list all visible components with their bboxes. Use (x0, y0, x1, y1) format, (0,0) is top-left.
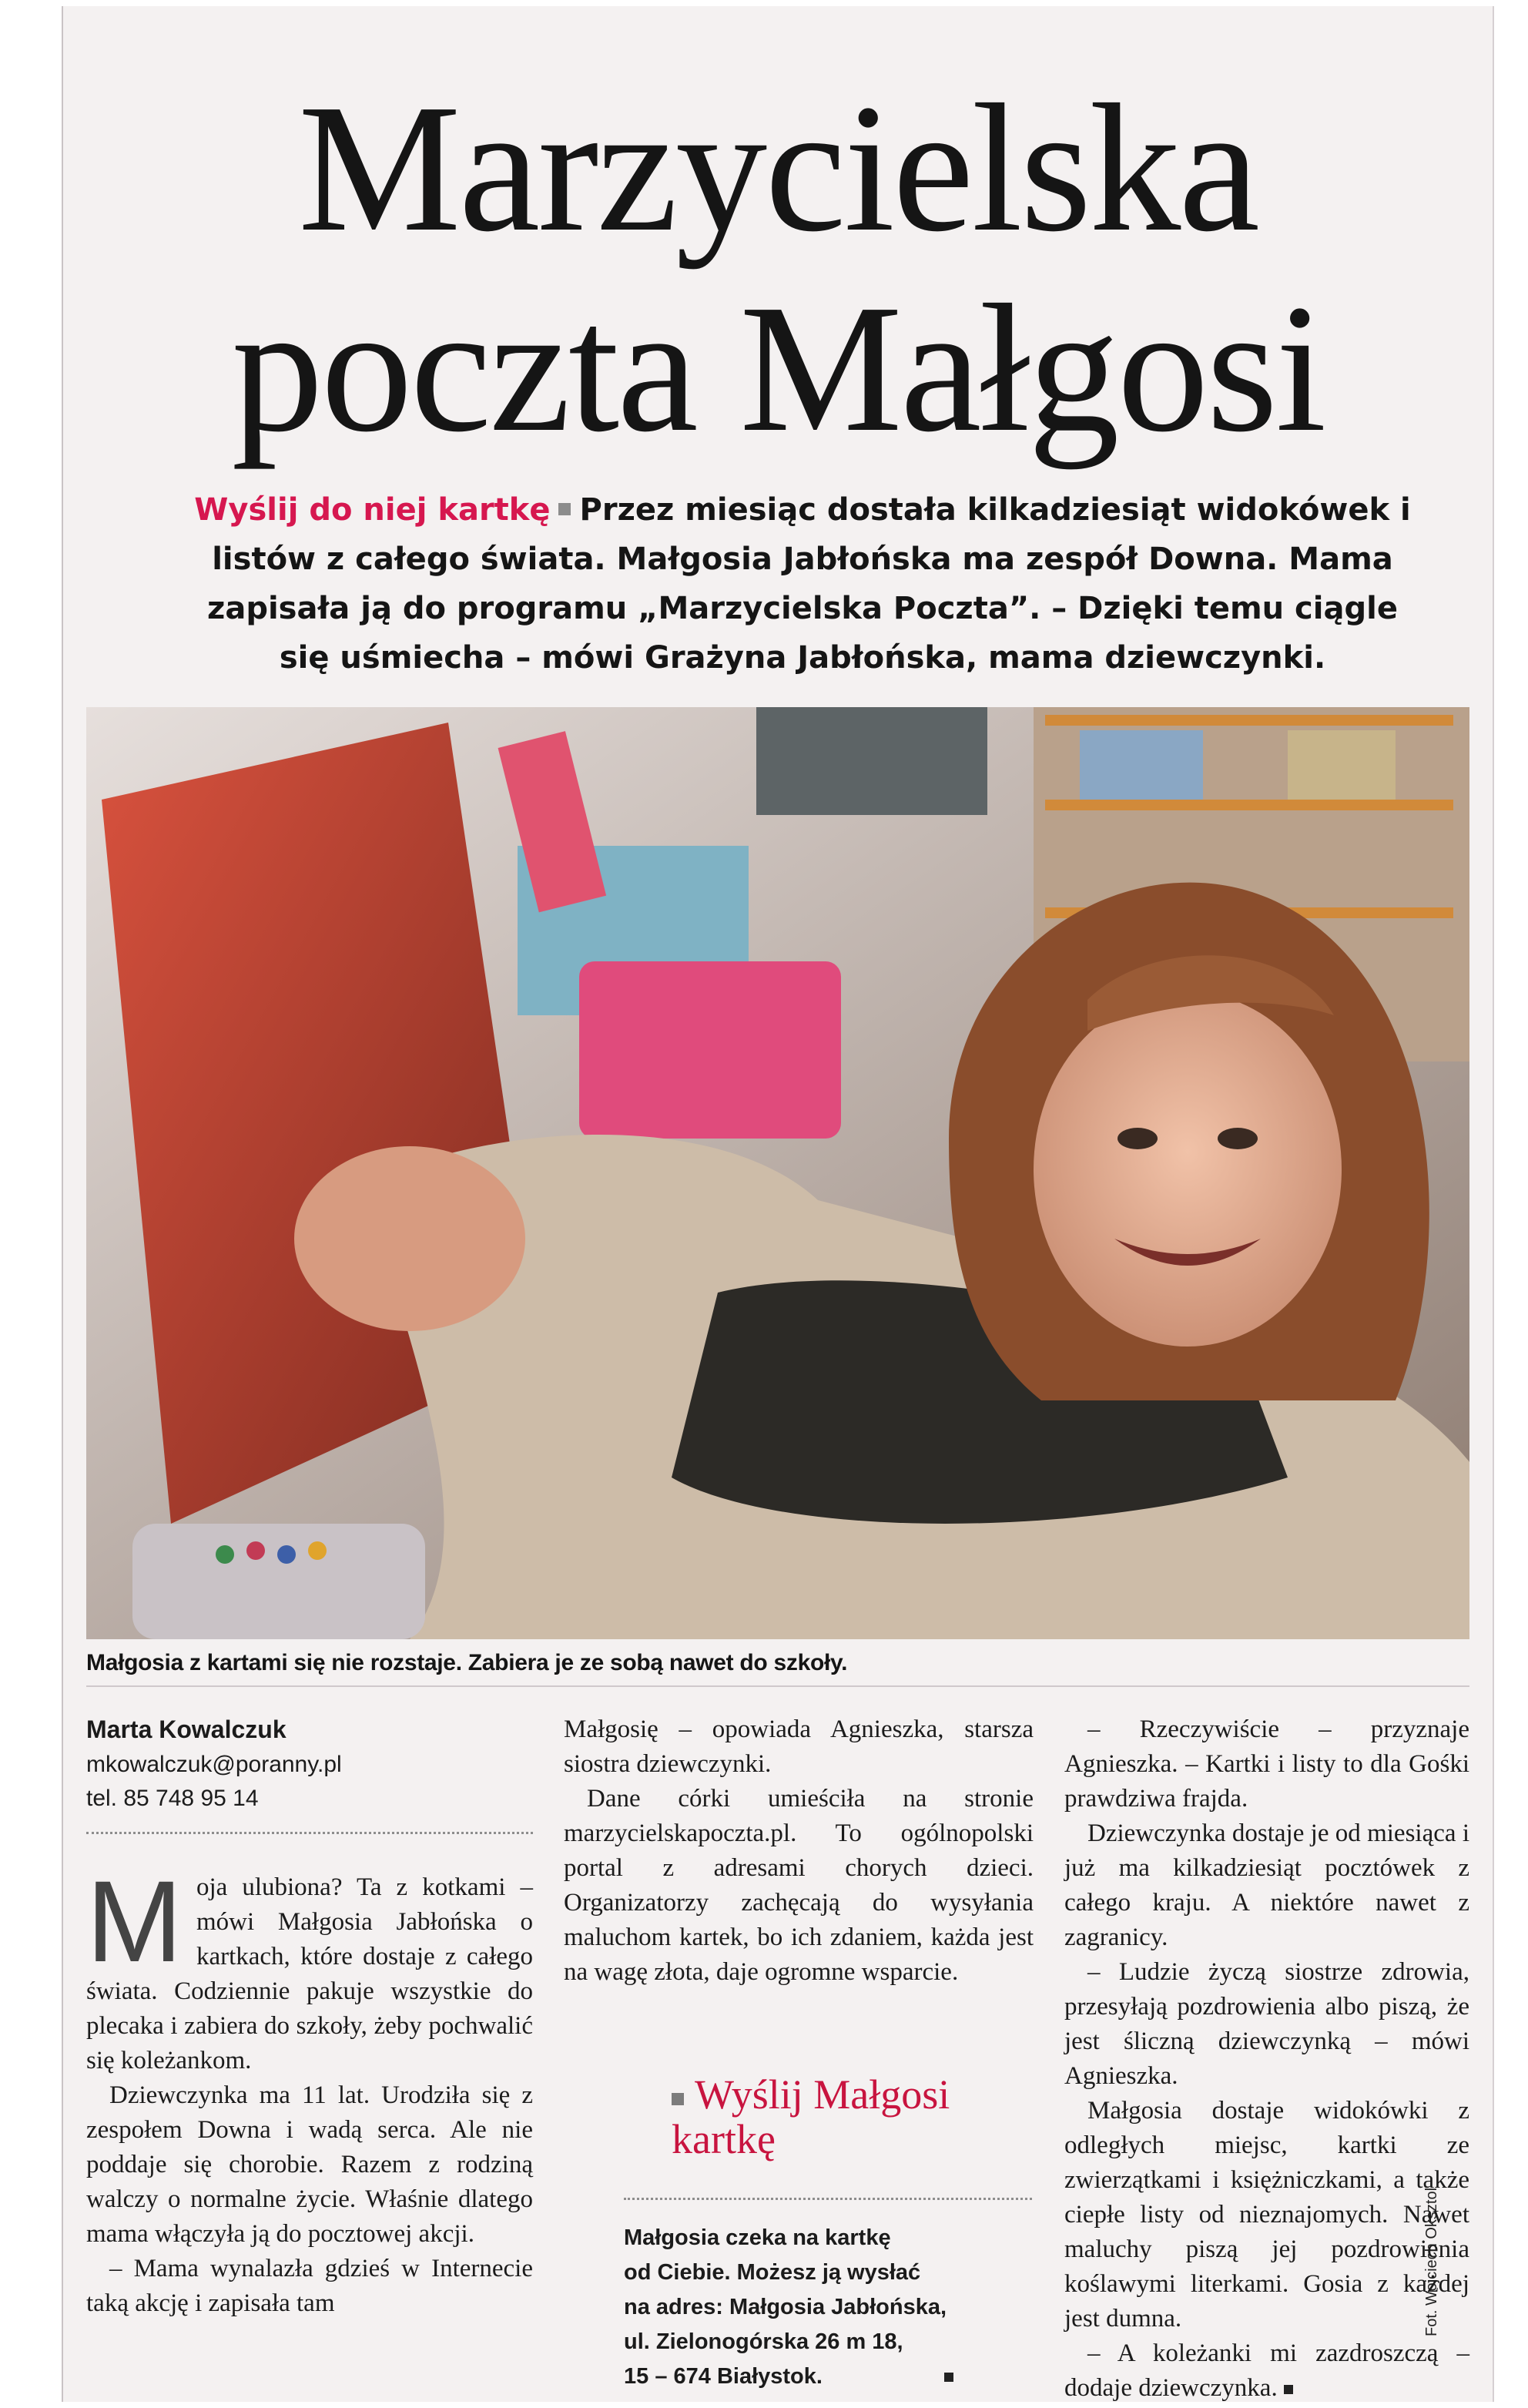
column2-paragraph-2: Dane córki umieściła na stronie marzycielskapoczta.pl. To ogólnopolski portal z adresami chorych dzieci. Organizatorzy zachęcają do wysyłania maluchom kartek, bo ich zdaniem, każda jest na wagę złota, daje ogromne wsparcie. (564, 1785, 1034, 1986)
end-mark-icon (944, 2373, 953, 2382)
info-box-line-1: Małgosia czeka na kartkę (624, 2225, 891, 2250)
column3-paragraph-2: Dziewczynka dostaje je od miesiąca i już ma kilkadziesiąt pocztówek z całego kraju. A niektóre nawet z zagranicy. (1064, 1819, 1469, 1951)
newspaper-page (62, 6, 1494, 2402)
column3-paragraph-1: – Rzeczywiście – przyznaje Agnieszka. – Kartki i listy to dla Gośki prawdziwa frajda. (1064, 1715, 1469, 1813)
column2-paragraph-1: Małgosię – opowiada Agnieszka, starsza siostra dziewczynki. (564, 1715, 1034, 1778)
info-box-line-4: ul. Zielonogórska 26 m 18, (624, 2329, 903, 2354)
lead-text: Przez miesiąc dostała kilkadziesiąt widokówek i listów z całego świata. Małgosia Jabłońska ma zespół Downa. Mama zapisała ją do programu „Marzycielska Poczta”. – Dzięki temu ciągle się uśmiecha – mówi Grażyna Jabłońska, mama dziewczynki. (207, 492, 1411, 676)
column3-paragraph-3: – Ludzie życzą siostrze zdrowia, przesyłają pozdrowienia albo piszą, że jest śliczną dziewczynką – mówi Agnieszka. (1064, 1958, 1469, 2090)
lead-kicker: Wyślij do niej kartkę (194, 492, 551, 528)
square-bullet-icon (558, 503, 571, 515)
info-box-text (624, 2221, 1040, 2394)
drop-cap: M (86, 1856, 183, 1986)
author-email[interactable]: mkowalczuk@poranny.pl (86, 1752, 342, 1777)
lead-paragraph (179, 485, 1426, 682)
column1-paragraph-2: Dziewczynka ma 11 lat. Urodziła się z zespołem Downa i wadą serca. Ale nie poddaje się chorobie. Razem z rodziną walczy o normalne życie. Właśnie dlatego mama włączyła ją do pocztowej akcji. (86, 2081, 533, 2248)
column3-paragraph-4: Małgosia dostaje widokówki z odległych miejsc, kartki ze zwierzątkami i księżniczkami, a także ciepłe listy od nieznajomych. Nawet maluchy piszą jej pozdrowienia koślawymi literkami. Gosia z każdej jest dumna. (1064, 2097, 1469, 2333)
column-3 (1064, 1712, 1469, 2406)
author-divider (86, 1832, 533, 1834)
info-box-line-5: 15 – 674 Białystok. (624, 2364, 823, 2389)
author-name: Marta Kowalczuk (86, 1715, 286, 1743)
square-bullet-icon (672, 2093, 684, 2105)
info-box-line-3: na adres: Małgosia Jabłońska, (624, 2295, 947, 2319)
info-box-divider (624, 2198, 1032, 2200)
author-phone: tel. 85 748 95 14 (86, 1786, 259, 1811)
author-block (86, 1712, 342, 1816)
photo-caption: Małgosia z kartami się nie rozstaje. Zabiera je ze sobą nawet do szkoły. (86, 1650, 848, 1675)
photo-credit: Fot. Wojciech Oksztol (1423, 2187, 1440, 2336)
end-mark-icon (1284, 2385, 1293, 2394)
column1-paragraph-1: oja ulubiona? Ta z kotkami – mówi Małgosia Jabłońska o kartkach, które dostaje z całego świata. Codziennie pakuje wszystkie do plecaka i zabiera do szkoły, żeby pochwalić się koleżankom. (86, 1873, 533, 2074)
column1-paragraph-3: – Mama wynalazła gdzieś w Internecie taką akcję i zapisała tam (86, 2255, 533, 2317)
column-2 (564, 1712, 1034, 1990)
column3-paragraph-5: – A koleżanki mi zazdroszczą – dodaje dziewczynka. (1064, 2339, 1469, 2402)
info-box-title: Wyślij Małgosi kartkę (672, 2071, 950, 2162)
girl-holding-card-illustration (86, 707, 1469, 1639)
info-box-line-2: od Ciebie. Możesz ją wysłać (624, 2260, 921, 2285)
headline-line-2: poczta Małgosi (231, 267, 1325, 470)
caption-divider (86, 1685, 1469, 1687)
headline-line-1: Marzycielska (298, 67, 1258, 270)
column-1 (86, 1856, 533, 2321)
